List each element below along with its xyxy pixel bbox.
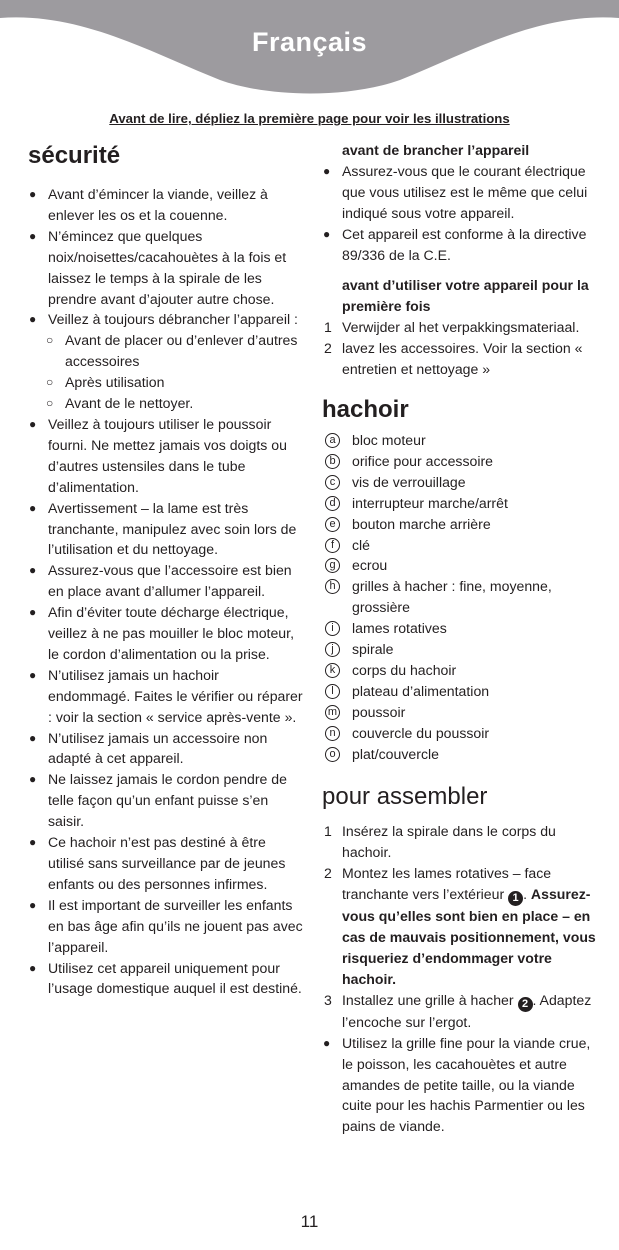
step-item — [322, 990, 598, 1033]
step-text: lavez les accessoires. Voir la section « entretien et nettoyage » — [342, 340, 583, 378]
part-item — [322, 514, 598, 535]
list-item: ● Il est important de surveiller les enfants en bas âge afin qu’ils ne jouent pas avec l’appareil. — [28, 895, 304, 958]
step-item — [322, 317, 598, 338]
part-name: interrupteur marche/arrêt — [352, 494, 508, 511]
assemble-steps — [322, 821, 598, 1137]
step-number: 1 — [324, 823, 332, 840]
list-item: ● Avant d’émincer la viande, veillez à enlever les os et la couenne. — [28, 184, 304, 226]
step-text-after: . Adaptez l’encoche sur l’ergot. — [342, 991, 592, 1030]
part-name: corps du hachoir — [352, 661, 457, 678]
part-letter: e — [325, 517, 340, 532]
part-letter: g — [325, 558, 340, 573]
list-item: ● Veillez à toujours utiliser le poussoir fourni. Ne mettez jamais vos doigts ou d’autres ustensiles dans le tube d’alimentation. — [28, 414, 304, 498]
step-text: Verwijder al het verpakkingsmateriaal. — [342, 319, 580, 336]
part-letter: b — [325, 454, 340, 469]
warning-text: Assurez-vous qu’elles sont bien en place – en cas de mauvais positionnement, vous risqueriez d’endommager votre hachoir. — [342, 886, 596, 987]
part-letter: a — [325, 433, 340, 448]
part-letter: m — [325, 705, 340, 720]
security-heading: sécurité — [28, 142, 121, 169]
part-name: poussoir — [352, 703, 406, 720]
illustration-marker: 1 — [508, 891, 523, 906]
step-item — [322, 338, 598, 380]
first-use-steps — [322, 317, 598, 380]
unfold-notice: Avant de lire, dépliez la première page pour voir les illustrations — [109, 111, 510, 126]
part-letter: k — [325, 663, 340, 678]
part-name: plat/couvercle — [352, 745, 439, 762]
parts-list — [322, 430, 598, 765]
part-name: couvercle du poussoir — [352, 724, 490, 741]
first-use-heading: avant d’utiliser votre appareil pour la première fois — [342, 277, 589, 315]
list-item: ● Utilisez cet appareil uniquement pour l’usage domestique auquel il est destiné. — [28, 958, 304, 1000]
list-item: ● Cet appareil est conforme à la directive 89/336 de la C.E. — [322, 224, 598, 266]
part-item — [322, 660, 598, 681]
part-item — [322, 430, 598, 451]
list-item: ● N’émincez que quelques noix/noisettes/cacahouètes à la fois et laissez le temps à la spirale de les prendre avant d’ajouter autre chose. — [28, 226, 304, 310]
illustration-marker: 2 — [518, 997, 533, 1012]
list-item: ● Veillez à toujours débrancher l’appareil : — [28, 309, 304, 330]
part-item — [322, 535, 598, 556]
sub-list-item: ○ Avant de le nettoyer. — [28, 393, 304, 414]
step-text: Insérez la spirale dans le corps du hachoir. — [342, 823, 556, 861]
part-item — [322, 618, 598, 639]
part-item — [322, 702, 598, 723]
language-title: Français — [251, 27, 368, 57]
part-letter: o — [325, 747, 340, 762]
step-number: 2 — [324, 865, 332, 882]
part-item — [322, 472, 598, 493]
part-item — [322, 493, 598, 514]
sub-list-item: ○ Après utilisation — [28, 372, 304, 393]
step-number: 2 — [324, 340, 332, 357]
list-item: ● N’utilisez jamais un hachoir endommagé. Faites le vérifier ou réparer : voir la section « service après-vente ». — [28, 665, 304, 728]
step-item — [322, 821, 598, 863]
step-number: 3 — [324, 991, 332, 1008]
part-letter: l — [325, 684, 340, 699]
step-text: Montez les lames rotatives – face tranchante vers l’extérieur — [342, 865, 552, 903]
list-item: ● Utilisez la grille fine pour la viande crue, le poisson, les cacahouètes et autre amandes de petite taille, ou la viande cuite pour les hachis Parmentier ou les pains de viande. — [322, 1033, 598, 1138]
part-letter: i — [325, 621, 340, 636]
step-text: Installez une grille à hacher — [342, 991, 514, 1008]
security-list — [28, 184, 304, 999]
step-number: 1 — [324, 319, 332, 336]
part-name: lames rotatives — [352, 620, 447, 637]
part-item — [322, 681, 598, 702]
left-column — [28, 140, 304, 999]
part-name: grilles à hacher : fine, moyenne, grossière — [352, 578, 552, 616]
part-item — [322, 639, 598, 660]
list-item: ● Ce hachoir n’est pas destiné à être utilisé sans surveillance par de jeunes enfants ou des personnes infirmes. — [28, 832, 304, 895]
list-item: ● Afin d’éviter toute décharge électrique, veillez à ne pas mouiller le bloc moteur, le cordon d’alimentation ou la prise. — [28, 602, 304, 665]
assemble-heading: pour assembler — [322, 783, 488, 811]
part-name: bouton marche arrière — [352, 515, 491, 532]
hachoir-heading: hachoir — [322, 395, 409, 423]
part-item — [322, 723, 598, 744]
part-name: vis de verrouillage — [352, 473, 466, 490]
list-item: ● N’utilisez jamais un accessoire non adapté à cet appareil. — [28, 728, 304, 770]
part-item — [322, 555, 598, 576]
part-letter: f — [325, 538, 340, 553]
list-item: ● Ne laissez jamais le cordon pendre de telle façon qu’un enfant puisse s’en saisir. — [28, 769, 304, 832]
before-plug-heading: avant de brancher l’appareil — [342, 142, 530, 158]
part-letter: j — [325, 642, 340, 657]
part-item — [322, 744, 598, 765]
part-item — [322, 576, 598, 618]
part-letter: d — [325, 496, 340, 511]
part-letter: c — [325, 475, 340, 490]
before-plug-list — [322, 161, 598, 266]
part-name: clé — [352, 536, 371, 553]
part-name: orifice pour accessoire — [352, 452, 493, 469]
right-column — [322, 140, 598, 1137]
part-name: plateau d’alimentation — [352, 682, 490, 699]
part-name: spirale — [352, 641, 394, 658]
sub-list-item: ○ Avant de placer ou d’enlever d’autres accessoires — [28, 330, 304, 372]
part-name: bloc moteur — [352, 431, 426, 448]
list-item: ● Avertissement – la lame est très tranchante, manipulez avec soin lors de l’utilisation et du nettoyage. — [28, 498, 304, 561]
part-letter: h — [325, 579, 340, 594]
list-item: ● Assurez-vous que l’accessoire est bien en place avant d’allumer l’appareil. — [28, 560, 304, 602]
list-item: ● Assurez-vous que le courant électrique que vous utilisez est le même que celui indiqué sous votre appareil. — [322, 161, 598, 224]
part-item — [322, 451, 598, 472]
part-name: ecrou — [352, 557, 388, 574]
page-number: 11 — [300, 1212, 319, 1231]
step-item: 2 Montez les lames rotatives – face tranchante vers l’extérieur 1 . Assurez-vous qu’elles sont bien en place – en cas de mauvais positionnement, vous risqueriez d’endommager votre hachoir. — [324, 865, 596, 987]
part-letter: n — [325, 726, 340, 741]
